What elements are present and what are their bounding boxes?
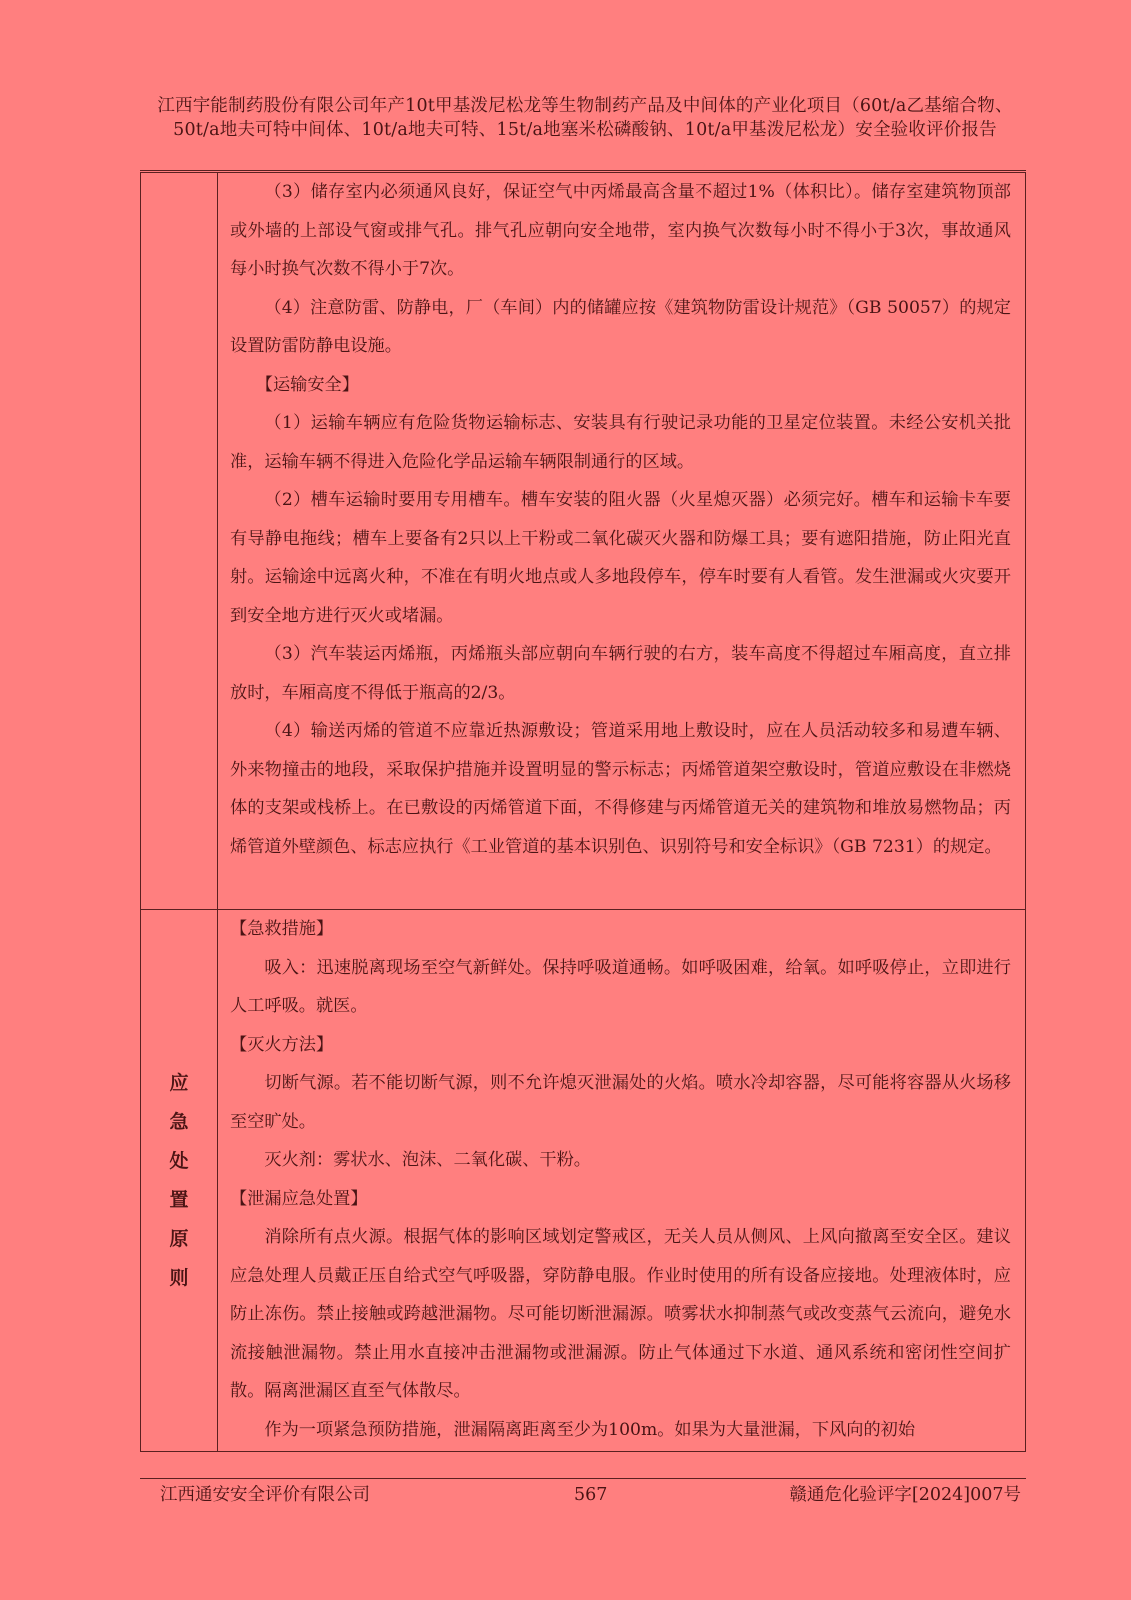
footer-document-number: 赣通危化验评字[2024]007号 [789, 1485, 1021, 1505]
paragraph: （2）槽车运输时要用专用槽车。槽车安装的阻火器（火星熄灭器）必须完好。槽车和运输卡车要有导静电拖线；槽车上要备有2只以上干粉或二氧化碳灭火器和防爆工具；要有遮阳措施，防止阳光直射。运输途中远离火种，不准在有明火地点或人多地段停车，停车时要有人看管。发生泄漏或火灾要开到安全地方进行灭火或堵漏。 [230, 490, 1011, 626]
table-row-transport-safety [141, 173, 1026, 910]
paragraph: 灭火剂：雾状水、泡沫、二氧化碳、干粉。 [264, 1150, 591, 1170]
paragraph: （4）注意防雷、防静电，厂（车间）内的储罐应按《建筑物防雷设计规范》（GB 50057）的规定设置防雷防静电设施。 [230, 297, 1011, 356]
row-label-cell [141, 910, 218, 1452]
page-number: 567 [574, 1485, 608, 1505]
section-heading: 【急救措施】 [230, 919, 334, 939]
row-content-cell [218, 910, 1026, 1452]
footer-company: 江西通安安全评价有限公司 [160, 1485, 370, 1505]
row-label-emergency-principles: 应急处置原则 [169, 1071, 189, 1289]
paragraph: （3）汽车装运丙烯瓶，丙烯瓶头部应朝向车辆行驶的右方，装车高度不得超过车厢高度，直立排放时，车厢高度不得低于瓶高的2/3。 [230, 644, 1011, 703]
paragraph: 作为一项紧急预防措施，泄漏隔离距离至少为100m。如果为大量泄漏，下风向的初始 [264, 1419, 916, 1440]
paragraph: 切断气源。若不能切断气源，则不允许熄灭泄漏处的火焰。喷水冷却容器，尽可能将容器从火场移至空旷处。 [230, 1073, 1011, 1132]
footer-divider [140, 1478, 1026, 1479]
paragraph: （4）输送丙烯的管道不应靠近热源敷设；管道采用地上敷设时，应在人员活动较多和易遭车辆、外来物撞击的地段，采取保护措施并设置明显的警示标志；丙烯管道架空敷设时，管道应敷设在非燃烧体的支架或栈桥上。在已敷设的丙烯管道下面，不得修建与丙烯管道无关的建筑物和堆放易燃物品；丙烯管道外壁颜色、标志应执行《工业管道的基本识别色、识别符号和安全标识》（GB 7231）的规定。 [230, 721, 1011, 857]
paragraph: 消除所有点火源。根据气体的影响区域划定警戒区，无关人员从侧风、上风向撤离至安全区。建议应急处理人员戴正压自给式空气呼吸器，穿防静电服。作业时使用的所有设备应接地。处理液体时，应防止冻伤。禁止接触或跨越泄漏物。尽可能切断泄漏源。喷雾状水抑制蒸气或改变蒸气云流向，避免水流接触泄漏物。禁止用水直接冲击泄漏物或泄漏源。防止气体通过下水道、通风系统和密闭性空间扩散。隔离泄漏区直至气体散尽。 [230, 1227, 1011, 1401]
table-row-emergency-response [141, 910, 1026, 1452]
paragraph: （1）运输车辆应有危险货物运输标志、安装具有行驶记录功能的卫星定位装置。未经公安机关批准，运输车辆不得进入危险化学品运输车辆限制通行的区域。 [230, 413, 1011, 472]
header-divider [140, 170, 1026, 171]
section-heading: 【运输安全】 [255, 374, 359, 395]
section-heading: 【灭火方法】 [230, 1034, 334, 1055]
row-content-cell [218, 173, 1026, 910]
section-heading: 【泄漏应急处置】 [230, 1188, 368, 1209]
row-label-cell [141, 173, 218, 910]
row-content [218, 910, 1025, 1449]
page-header-title: 江西宇能制药股份有限公司年产10t甲基泼尼松龙等生物制药产品及中间体的产业化项目（60t/a乙基缩合物、50t/a地夫可特中间体、10t/a地夫可特、15t/a地塞米松磷酸钠、10t/a甲基泼尼松龙）安全验收评价报告 [157, 96, 1013, 140]
paragraph: 吸入：迅速脱离现场至空气新鲜处。保持呼吸道通畅。如呼吸困难，给氧。如呼吸停止，立即进行人工呼吸。就医。 [230, 957, 1011, 1016]
safety-measures-table [140, 172, 1026, 1452]
paragraph: （3）储存室内必须通风良好，保证空气中丙烯最高含量不超过1%（体积比）。储存室建筑物顶部或外墙的上部设气窗或排气孔。排气孔应朝向安全地带，室内换气次数每小时不得小于3次，事故通风每小时换气次数不得小于7次。 [230, 182, 1011, 279]
row-content [218, 173, 1025, 866]
